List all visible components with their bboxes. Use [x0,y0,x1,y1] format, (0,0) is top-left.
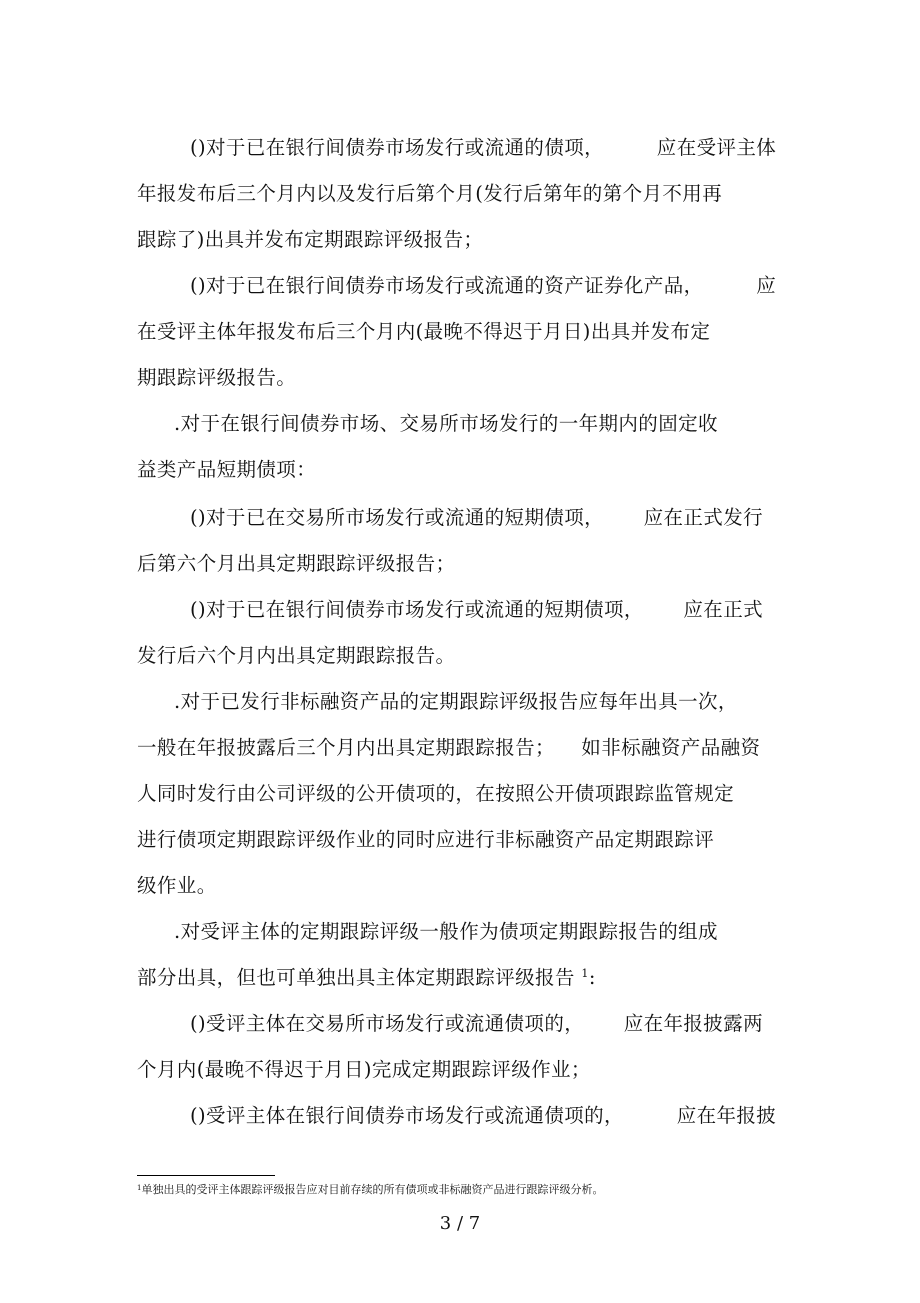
text-line: .对受评主体的定期跟踪评级一般作为债项定期跟踪报告的组成 [174,920,718,943]
text-line: 期跟踪评级报告。 [137,366,297,389]
text-line: 一般在年报披露后三个月内出具定期跟踪报告； 如非标融资产品融资 [137,736,761,759]
text-line: ()对于已在银行间债券市场发行或流通的债项， 应在受评主体 [190,136,777,159]
text-line: .对于在银行间债券市场、交易所市场发行的一年期内的固定收 [174,412,718,435]
text-line: 部分出具，但也可单独出具主体定期跟踪评级报告 [137,966,582,989]
text-line: ()对于已在交易所市场发行或流通的短期债项， 应在正式发行 [190,506,764,529]
text-line: .对于已发行非标融资产品的定期跟踪评级报告应每年出具一次， [174,690,738,713]
text-line-with-footnote [137,966,596,990]
text-line: 年报发布后三个月内以及发行后第个月(发行后第年的第个月不用再 [137,182,723,205]
text-line: 益类产品短期债项： [137,458,317,481]
text-line: ()对于已在银行间债券市场发行或流通的资产证券化产品， 应 [190,274,777,297]
text-line: 级作业。 [137,874,217,897]
page-number: 3 / 7 [439,1213,481,1234]
line-tail: : [588,966,596,989]
text-line: 跟踪了)出具并发布定期跟踪评级报告； [137,228,484,251]
footnote [137,1183,603,1197]
text-line: 进行债项定期跟踪评级作业的同时应进行非标融资产品定期跟踪评 [137,828,715,851]
text-line: 发行后六个月内出具定期跟踪报告。 [137,644,456,667]
text-line: 个月内(最晚不得迟于月日)完成定期跟踪评级作业； [137,1058,591,1081]
text-line: 后第六个月出具定期跟踪评级报告； [137,552,456,575]
text-line: ()对于已在银行间债券市场发行或流通的短期债项， 应在正式 [190,598,764,621]
text-line: 在受评主体年报发布后三个月内(最晚不得迟于月日)出具并发布定 [137,320,711,343]
text-line: 人同时发行由公司评级的公开债项的，在按照公开债项跟踪监管规定 [137,782,735,805]
footnote-text: 单独出具的受评主体跟踪评级报告应对目前存续的所有债项或非标融资产品进行跟踪评级分析。 [141,1183,604,1196]
footnote-divider [137,1175,275,1176]
text-line: ()受评主体在交易所市场发行或流通债项的， 应在年报披露两 [190,1012,764,1035]
footnote-reference: 1 [581,967,589,980]
footnote-mark: 1 [137,1184,142,1192]
text-line: ()受评主体在银行间债券市场发行或流通债项的， 应在年报披 [190,1104,777,1127]
